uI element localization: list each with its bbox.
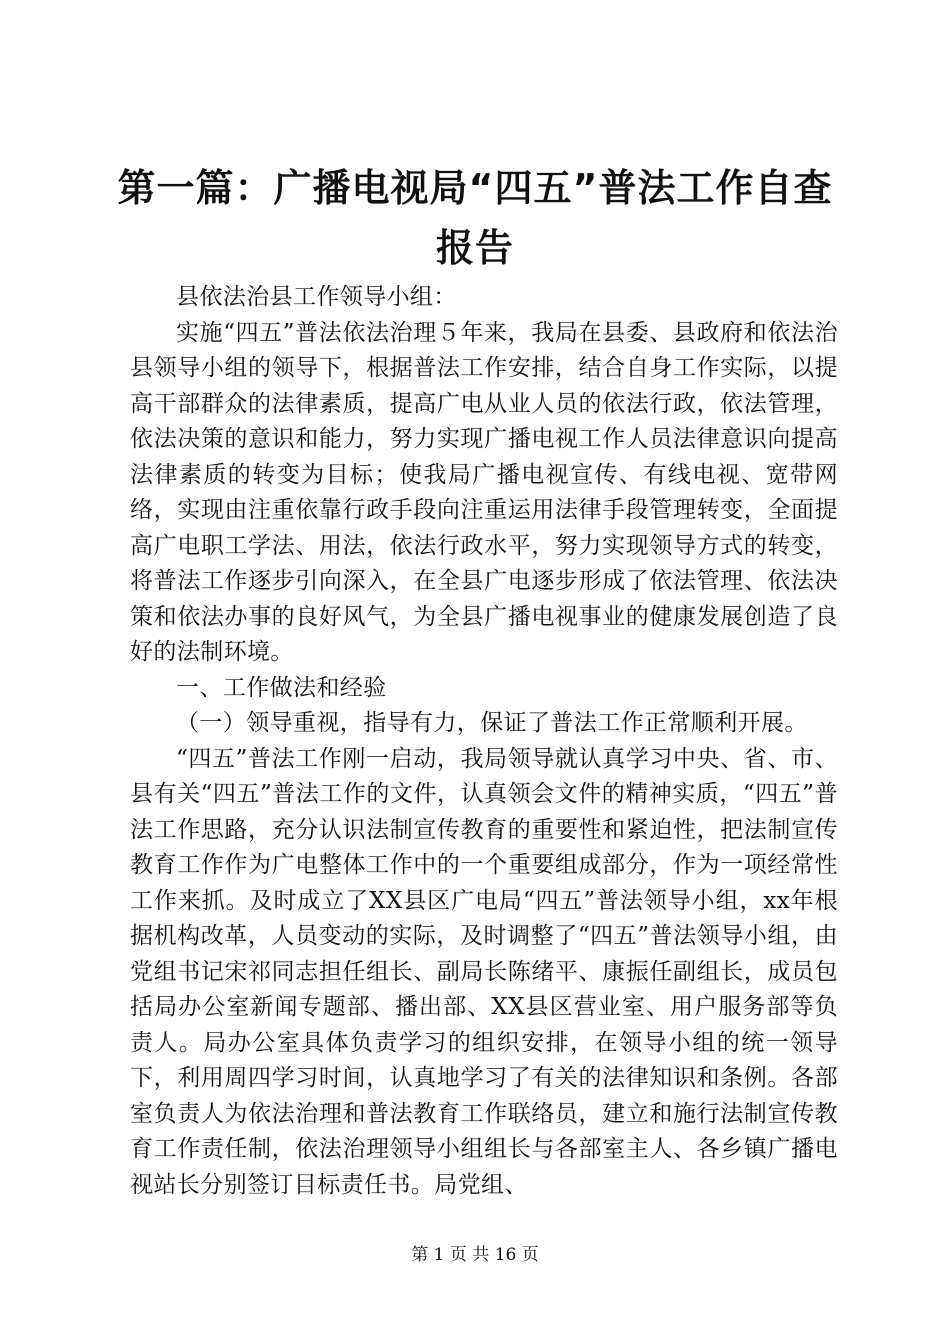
document-title: 第一篇：广播电视局“四五”普法工作自查报告 [117, 166, 833, 270]
document-body [130, 280, 838, 1203]
paragraph-body: “四五”普法工作刚一启动，我局领导就认真学习中央、省、市、县有关“四五”普法工作的文件，认真领会文件的精神实质，“四五”普法工作思路，充分认识法制宣传教育的重要性和紧迫性，把法制宣传教育工作作为广电整体工作中的一个重要组成部分，作为一项经常性工作来抓。及时成立了XX县区广电局“四五”普法领导小组，xx年根据机构改革，人员变动的实际，及时调整了“四五”普法领导小组，由党组书记宋祁同志担任组长、副局长陈绪平、康振任副组长，成员包括局办公室新闻专题部、播出部、XX县区营业室、用户服务部等负责人。局办公室具体负责学习的组织安排，在领导小组的统一领导下，利用周四学习时间，认真地学习了有关的法律知识和条例。各部室负责人为依法治理和普法教育工作联络员，建立和施行法制宣传教育工作责任制，依法治理领导小组组长与各部室主人、各乡镇广播电视站长分别签订目标责任书。局党组、 [130, 745, 838, 1198]
page-number: 第 1 页 共 16 页 [411, 1245, 539, 1265]
section-heading: 一、工作做法和经验 [176, 674, 387, 701]
subsection-heading: （一）领导重视，指导有力，保证了普法工作正常顺利开展。 [176, 710, 808, 736]
paragraph-intro: 实施“四五”普法依法治理５年来，我局在县委、县政府和依法治县领导小组的领导下，根据普法工作安排，结合自身工作实际，以提高干部群众的法律素质，提高广电从业人员的依法行政，依法管理，依法决策的意识和能力，努力实现广播电视工作人员法律意识向提高法律素质的转变为目标；使我局广播电视宣传、有线电视、宽带网络，实现由注重依靠行政手段向注重运用法律手段管理转变，全面提高广电职工学法、用法，依法行政水平，努力实现领导方式的转变，将普法工作逐步引向深入，在全县广电逐步形成了依法管理、依法决策和依法办事的良好风气，为全县广播电视事业的健康发展创造了良好的法制环境。 [130, 319, 838, 665]
salutation: 县依法治县工作领导小组： [176, 284, 457, 310]
